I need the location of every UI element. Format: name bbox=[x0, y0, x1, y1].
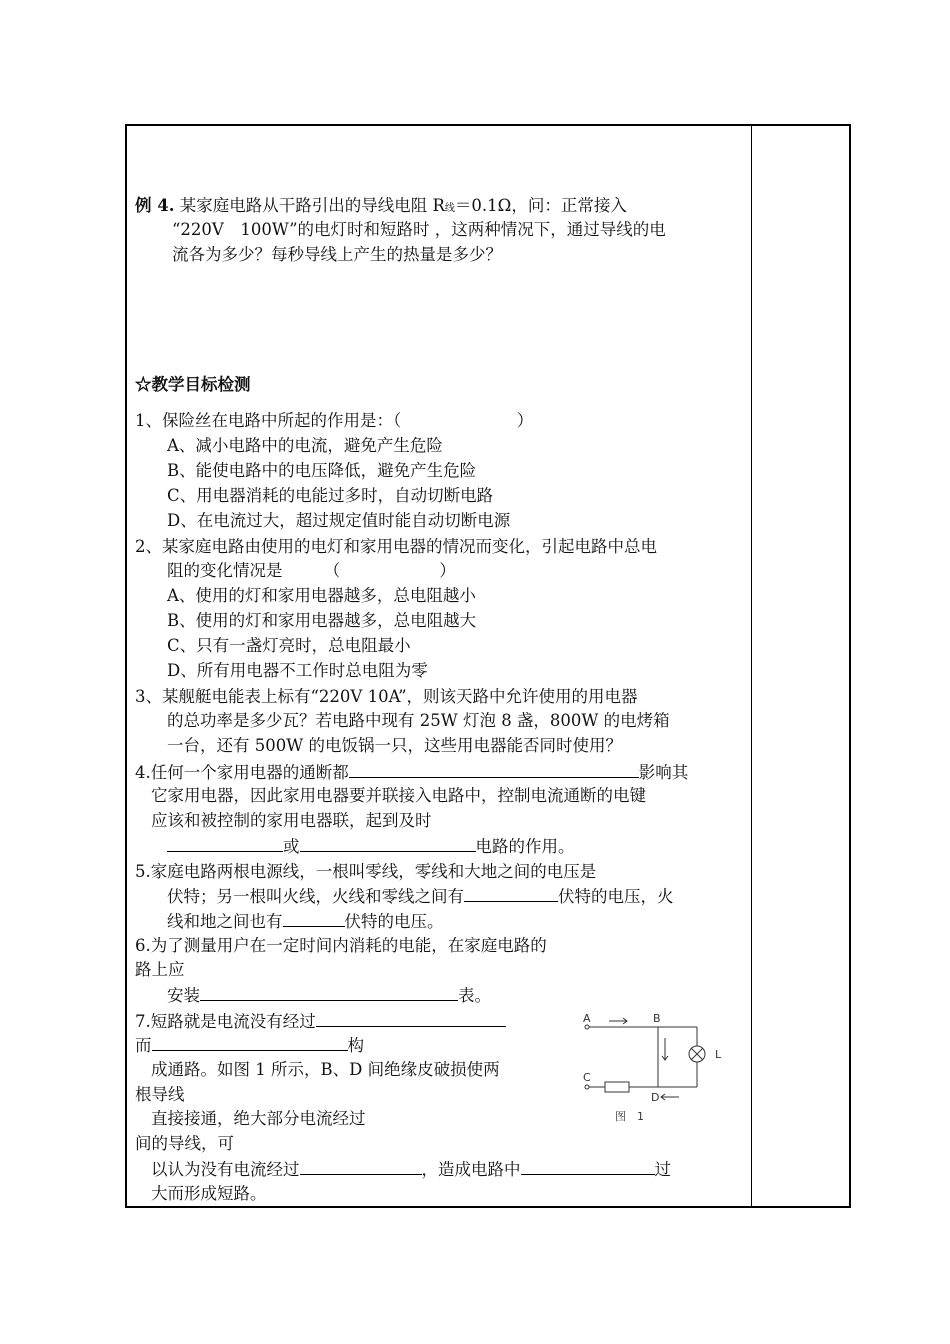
circuit-diagram-figure bbox=[575, 1008, 735, 1128]
example4-text-a: 某家庭电路从干路引出的导线电阻 R bbox=[179, 196, 445, 215]
q7-text-b: 而 bbox=[135, 1036, 152, 1055]
q5-line2 bbox=[167, 885, 674, 908]
q7-text-f: 过 bbox=[654, 1160, 671, 1179]
q2-option-c: C、只有一盏灯亮时，总电阻最小 bbox=[167, 636, 411, 655]
terminal-a bbox=[585, 1025, 589, 1029]
q4-line2: 它家用电器，因此家用电器要并联接入电路中，控制电流通断的电键 bbox=[151, 786, 646, 805]
q6-line2: 路上应 bbox=[135, 960, 185, 979]
q7-blank-3[interactable] bbox=[300, 1158, 422, 1175]
label-d: D bbox=[651, 1091, 660, 1104]
q4-blank-1[interactable] bbox=[349, 761, 639, 778]
example4-label: 例 4. bbox=[135, 196, 175, 215]
example4-line1 bbox=[135, 195, 627, 220]
q7-line4: 根导线 bbox=[135, 1085, 185, 1104]
example4-subscript: 线 bbox=[444, 203, 455, 214]
q4-blank-3[interactable] bbox=[300, 835, 476, 852]
q7-text-a: 7.短路就是电流没有经过 bbox=[135, 1012, 316, 1031]
q1-option-b: B、能使电路中的电压降低，避免产生危险 bbox=[167, 461, 477, 480]
q6-line1: 6.为了测量用户在一定时间内消耗的电能，在家庭电路的 bbox=[135, 936, 547, 955]
q6-text-a: 安装 bbox=[167, 986, 200, 1005]
q2-stem-line2: 阻的变化情况是 （ ） bbox=[167, 561, 456, 580]
q5-line3 bbox=[167, 910, 444, 933]
q7-text-e: ，造成电路中 bbox=[421, 1160, 521, 1179]
q6-text-b: 表。 bbox=[458, 986, 491, 1005]
q4-line3: 应该和被控制的家用电器联，起到及时 bbox=[151, 811, 432, 830]
q1-option-c: C、用电器消耗的电能过多时，自动切断电路 bbox=[167, 486, 494, 505]
q4-text-end: 电路的作用。 bbox=[475, 837, 575, 856]
column-divider bbox=[751, 126, 752, 1206]
label-c: C bbox=[583, 1071, 591, 1084]
q6-line3 bbox=[167, 984, 491, 1007]
q7-line1 bbox=[135, 1010, 506, 1033]
q4-text-b: 影响其 bbox=[638, 763, 689, 782]
q4-line4 bbox=[167, 835, 575, 858]
section-title: ☆教学目标检测 bbox=[135, 375, 251, 394]
q5-blank-2[interactable] bbox=[283, 910, 345, 927]
label-l: L bbox=[715, 1048, 722, 1061]
q7-line6: 间的导线，可 bbox=[135, 1134, 234, 1153]
q7-blank-4[interactable] bbox=[521, 1158, 655, 1175]
q7-line5: 直接接通，绝大部分电流经过 bbox=[151, 1109, 366, 1128]
q7-line7 bbox=[151, 1158, 671, 1181]
q1-option-d: D、在电流过大，超过规定值时能自动切断电源 bbox=[167, 511, 511, 530]
label-a: A bbox=[583, 1012, 591, 1025]
q5-blank-1[interactable] bbox=[464, 885, 558, 902]
q2-option-d: D、所有用电器不工作时总电阻为零 bbox=[167, 661, 428, 680]
q4-text-or: 或 bbox=[283, 837, 300, 856]
q3-line1: 3、某舰艇电能表上标有“220V 10A”，则该天路中允许使用的用电器 bbox=[135, 687, 638, 706]
q5-text-c: 线和地之间也有 bbox=[167, 912, 283, 931]
q7-blank-1[interactable] bbox=[316, 1010, 506, 1027]
q2-option-b: B、使用的灯和家用电器越多，总电阻越大 bbox=[167, 611, 477, 630]
example4-line3: 流各为多少？每秒导线上产生的热量是多少？ bbox=[172, 245, 502, 264]
q5-line1: 5.家庭电路两根电源线，一根叫零线，零线和大地之间的电压是 bbox=[135, 862, 597, 881]
q3-line2: 的总功率是多少瓦？若电路中现有 25W 灯泡 8 盏，800W 的电烤箱 bbox=[167, 711, 670, 730]
q7-line2 bbox=[135, 1034, 364, 1057]
q1-option-a: A、减小电路中的电流，避免产生危险 bbox=[167, 436, 443, 455]
q7-text-d: 以认为没有电流经过 bbox=[151, 1160, 300, 1179]
q7-line3: 成通路。如图 1 所示，B、D 间绝缘皮破损使两 bbox=[151, 1060, 500, 1079]
resistor-icon bbox=[605, 1082, 629, 1092]
q1-stem: 1、保险丝在电路中所起的作用是：（ ） bbox=[135, 411, 534, 430]
label-b: B bbox=[653, 1012, 661, 1025]
example4-line2: “220V 100W”的电灯时和短路时 ，这两种情况下，通过导线的电 bbox=[172, 220, 666, 239]
q5-text-a: 伏特；另一根叫火线，火线和零线之间有 bbox=[167, 887, 464, 906]
q7-line8: 大而形成短路。 bbox=[151, 1184, 267, 1203]
q5-text-b: 伏特的电压，火 bbox=[558, 887, 674, 906]
q2-stem-line1: 2、某家庭电路由使用的电灯和家用电器的情况而变化，引起电路中总电 bbox=[135, 537, 657, 556]
figure-caption: 图 1 bbox=[615, 1110, 644, 1123]
q3-line3: 一台，还有 500W 的电饭锅一只，这些用电器能否同时使用？ bbox=[167, 736, 622, 755]
q4-line1 bbox=[135, 761, 688, 784]
example4-text-b: ＝0.1Ω，问：正常接入 bbox=[454, 196, 627, 215]
q6-blank[interactable] bbox=[200, 984, 458, 1001]
q7-blank-2[interactable] bbox=[152, 1034, 348, 1051]
q7-text-c: 构 bbox=[347, 1036, 364, 1055]
terminal-c bbox=[585, 1085, 589, 1089]
q4-blank-2[interactable] bbox=[167, 835, 283, 852]
q5-text-d: 伏特的电压。 bbox=[344, 912, 444, 931]
q2-option-a: A、使用的灯和家用电器越多，总电阻越小 bbox=[167, 586, 476, 605]
q4-text-a: 4.任何一个家用电器的通断都 bbox=[135, 763, 349, 782]
